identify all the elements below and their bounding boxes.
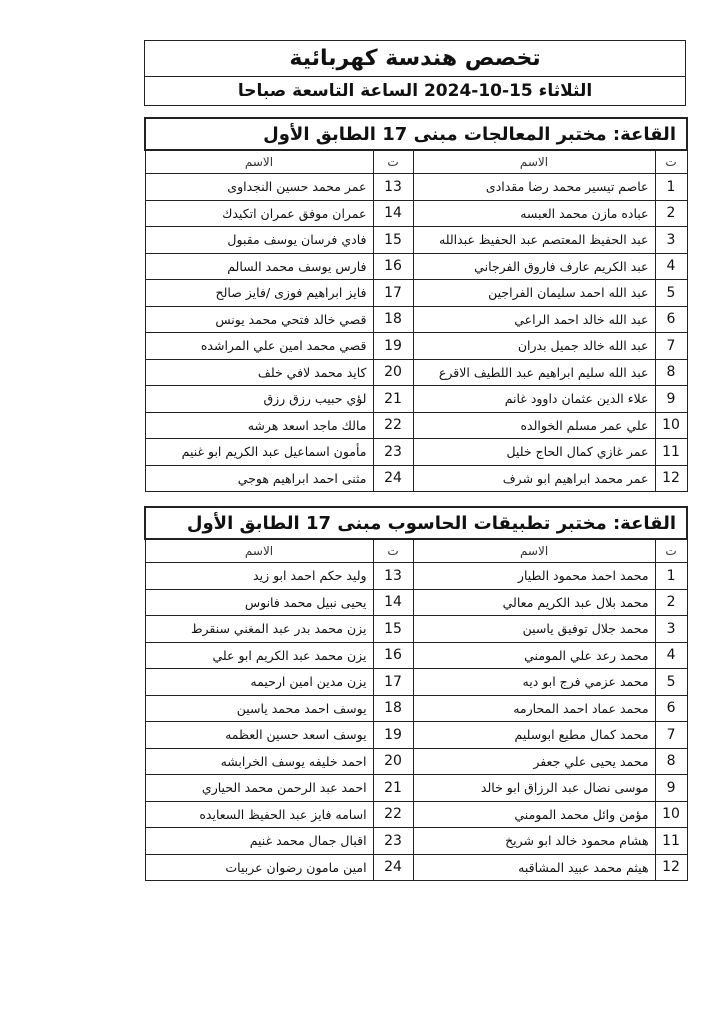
row-number: 8 (655, 748, 687, 775)
student-name: عبد الله خالد احمد الراعي (413, 306, 655, 333)
row-number: 21 (373, 386, 413, 413)
row-number: 11 (655, 439, 687, 466)
row-number: 22 (373, 801, 413, 828)
row-number: 12 (655, 854, 687, 881)
student-name: عمر محمد حسين النجداوى (145, 174, 373, 201)
student-name: عبد الكريم عارف فاروق الفرجاني (413, 253, 655, 280)
student-name: محمد جلال توفيق ياسين (413, 616, 655, 643)
student-name: عاصم تيسير محمد رضا مقدادى (413, 174, 655, 201)
specialization-title: تخصص هندسة كهربائية (145, 41, 685, 77)
table-row (145, 563, 687, 590)
room-title-row (145, 118, 687, 150)
student-name: محمد عماد احمد المحارمه (413, 695, 655, 722)
student-name: عمران موفق عمران اتكيدك (145, 200, 373, 227)
row-number: 8 (655, 359, 687, 386)
student-name: يزن محمد بدر عبد المغني سنقرط (145, 616, 373, 643)
student-name: يزن مدين امين ارحيمه (145, 669, 373, 696)
row-number: 6 (655, 306, 687, 333)
row-number: 4 (655, 253, 687, 280)
row-number: 10 (655, 412, 687, 439)
student-name: لؤي حبيب رزق رزق (145, 386, 373, 413)
row-number: 23 (373, 439, 413, 466)
student-name: وليد حكم احمد ابو زيد (145, 563, 373, 590)
row-number: 19 (373, 722, 413, 749)
row-number: 22 (373, 412, 413, 439)
row-number: 9 (655, 775, 687, 802)
col-num-header: ت (655, 150, 687, 174)
col-name-header: الاسم (413, 150, 655, 174)
student-name: يوسف اسعد حسين العظمه (145, 722, 373, 749)
row-number: 13 (373, 174, 413, 201)
table-row (145, 174, 687, 201)
student-name: عبد الله احمد سليمان الفراجين (413, 280, 655, 307)
student-name: مثنى احمد ابراهيم هوجي (145, 465, 373, 492)
row-number: 4 (655, 642, 687, 669)
row-number: 13 (373, 563, 413, 590)
row-number: 1 (655, 563, 687, 590)
student-name: يحيى نبيل محمد فانوس (145, 589, 373, 616)
table-row (145, 412, 687, 439)
row-number: 18 (373, 306, 413, 333)
row-number: 6 (655, 695, 687, 722)
student-name: محمد احمد محمود الطيار (413, 563, 655, 590)
table-row (145, 306, 687, 333)
room-title-row (145, 507, 687, 539)
student-name: محمد يحيى علي جعفر (413, 748, 655, 775)
student-name: محمد كمال مطيع ابوسليم (413, 722, 655, 749)
table-row (145, 669, 687, 696)
table-row (145, 386, 687, 413)
table-row (145, 465, 687, 492)
exam-datetime: الثلاثاء 15-10-2024 الساعة التاسعة صباحا (237, 81, 593, 101)
student-name: عمر غازي كمال الحاج خليل (413, 439, 655, 466)
student-name: علاء الدين عثمان داوود غانم (413, 386, 655, 413)
column-header-row (145, 150, 687, 174)
col-name-header: الاسم (413, 539, 655, 563)
student-name: مالك ماجد اسعد هرشه (145, 412, 373, 439)
table-row (145, 748, 687, 775)
student-name: موسى نضال عبد الرزاق ابو خالد (413, 775, 655, 802)
table-row (145, 589, 687, 616)
table-body (145, 174, 687, 492)
table-row (145, 333, 687, 360)
row-number: 2 (655, 589, 687, 616)
table-row (145, 722, 687, 749)
row-number: 1 (655, 174, 687, 201)
student-name: عبد الله سليم ابراهيم عبد اللطيف الاقرع (413, 359, 655, 386)
student-name: قصي خالد فتحي محمد يونس (145, 306, 373, 333)
table-row (145, 828, 687, 855)
row-number: 15 (373, 227, 413, 254)
student-name: هشام محمود خالد ابو شريخ (413, 828, 655, 855)
student-name: محمد رعد علي المومني (413, 642, 655, 669)
row-number: 24 (373, 854, 413, 881)
column-header-row (145, 539, 687, 563)
student-name: علي عمر مسلم الخوالده (413, 412, 655, 439)
room-table-computer-apps (144, 506, 688, 881)
student-name: محمد عزمي فرج ابو ديه (413, 669, 655, 696)
row-number: 20 (373, 748, 413, 775)
row-number: 21 (373, 775, 413, 802)
student-name: قصي محمد امين علي المراشده (145, 333, 373, 360)
room-title: القاعة: مختبر المعالجات مبنى 17 الطابق الأول (145, 118, 687, 150)
room-table-processors (144, 117, 688, 492)
student-name: احمد خليفه يوسف الخرابشه (145, 748, 373, 775)
row-number: 2 (655, 200, 687, 227)
document-header (144, 40, 686, 106)
row-number: 7 (655, 722, 687, 749)
row-number: 23 (373, 828, 413, 855)
student-name: عباده مازن محمد العبسه (413, 200, 655, 227)
row-number: 3 (655, 616, 687, 643)
student-name: يوسف احمد محمد ياسين (145, 695, 373, 722)
row-number: 24 (373, 465, 413, 492)
row-number: 3 (655, 227, 687, 254)
row-number: 16 (373, 253, 413, 280)
table-row (145, 642, 687, 669)
table-row (145, 280, 687, 307)
student-name: فادي فرسان يوسف مقبول (145, 227, 373, 254)
student-name: امين مامون رضوان عربيات (145, 854, 373, 881)
table-row (145, 227, 687, 254)
table-body (145, 563, 687, 881)
col-name-header: الاسم (145, 150, 373, 174)
col-num-header: ت (373, 150, 413, 174)
student-name: عمر محمد ابراهيم ابو شرف (413, 465, 655, 492)
col-num-header: ت (655, 539, 687, 563)
student-name: احمد عبد الرحمن محمد الحياري (145, 775, 373, 802)
col-name-header: الاسم (145, 539, 373, 563)
row-number: 16 (373, 642, 413, 669)
table-row (145, 253, 687, 280)
col-num-header: ت (373, 539, 413, 563)
table-row (145, 695, 687, 722)
row-number: 11 (655, 828, 687, 855)
row-number: 7 (655, 333, 687, 360)
row-number: 5 (655, 280, 687, 307)
row-number: 18 (373, 695, 413, 722)
row-number: 14 (373, 589, 413, 616)
table-row (145, 200, 687, 227)
row-number: 17 (373, 669, 413, 696)
row-number: 20 (373, 359, 413, 386)
row-number: 19 (373, 333, 413, 360)
student-name: كايد محمد لافي خلف (145, 359, 373, 386)
student-name: فارس يوسف محمد السالم (145, 253, 373, 280)
student-name: عبد الحفيظ المعتصم عبد الحفيظ عبدالله (413, 227, 655, 254)
table-row (145, 359, 687, 386)
student-name: محمد بلال عبد الكريم معالي (413, 589, 655, 616)
row-number: 14 (373, 200, 413, 227)
room-title: القاعة: مختبر تطبيقات الحاسوب مبنى 17 الطابق الأول (145, 507, 687, 539)
student-name: اسامه فايز عبد الحفيظ السعايده (145, 801, 373, 828)
row-number: 10 (655, 801, 687, 828)
table-row (145, 854, 687, 881)
student-name: فايز ابراهيم فوزى /فايز صالح (145, 280, 373, 307)
table-row (145, 439, 687, 466)
student-name: مؤمن وائل محمد المومني (413, 801, 655, 828)
student-name: هيثم محمد عبيد المشاقبه (413, 854, 655, 881)
row-number: 15 (373, 616, 413, 643)
table-row (145, 616, 687, 643)
student-name: عبد الله خالد جميل بدران (413, 333, 655, 360)
student-name: يزن محمد عبد الكريم ابو علي (145, 642, 373, 669)
row-number: 5 (655, 669, 687, 696)
row-number: 17 (373, 280, 413, 307)
table-row (145, 775, 687, 802)
student-name: مأمون اسماعيل عبد الكريم ابو غنيم (145, 439, 373, 466)
row-number: 9 (655, 386, 687, 413)
row-number: 12 (655, 465, 687, 492)
table-row (145, 801, 687, 828)
student-name: اقبال جمال محمد غنيم (145, 828, 373, 855)
